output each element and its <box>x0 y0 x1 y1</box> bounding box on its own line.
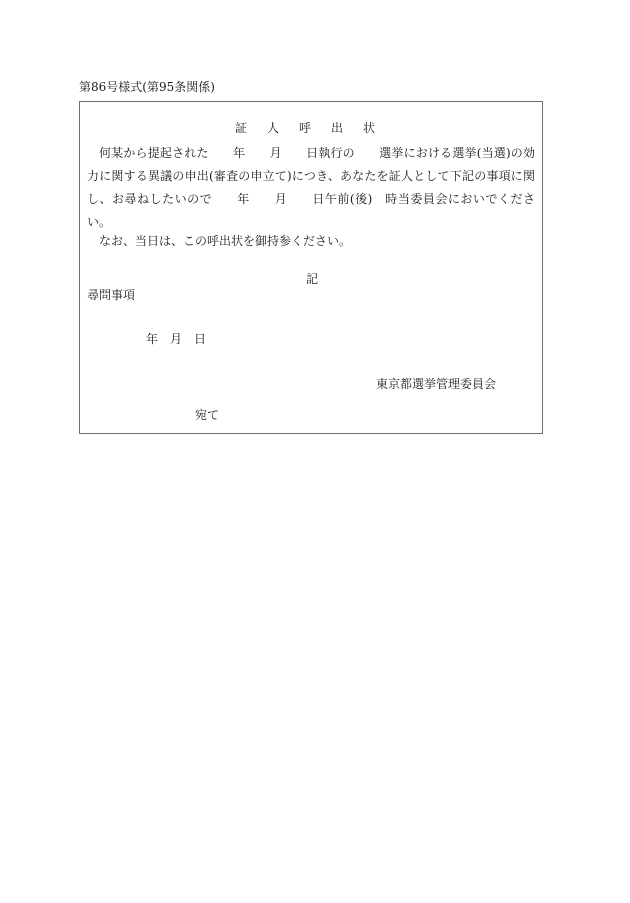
bring-summons-note: なお、当日は、この呼出状を御持参ください。 <box>99 234 352 248</box>
committee-name: 東京都選挙管理委員会 <box>376 377 497 391</box>
ki-heading: 記 <box>306 272 319 286</box>
summons-form-frame <box>79 101 543 434</box>
addressee-suffix: 宛て <box>195 408 220 422</box>
questions-label: 尋問事項 <box>87 288 136 302</box>
form-number: 第86号様式(第95条関係) <box>79 80 215 94</box>
issue-date-line: 年 月 日 <box>146 332 207 346</box>
summons-body-text: 何某から提起された 年 月 日執行の 選挙における選挙(当選)の効力に関する異議の申出(審査の申立て)につき、あなたを証人として下記の事項に関し、お尋ねしたいので 年 月 日午前(後) 時当委員会においでください。 <box>87 146 535 229</box>
form-title: 証人呼出状 <box>235 121 396 135</box>
